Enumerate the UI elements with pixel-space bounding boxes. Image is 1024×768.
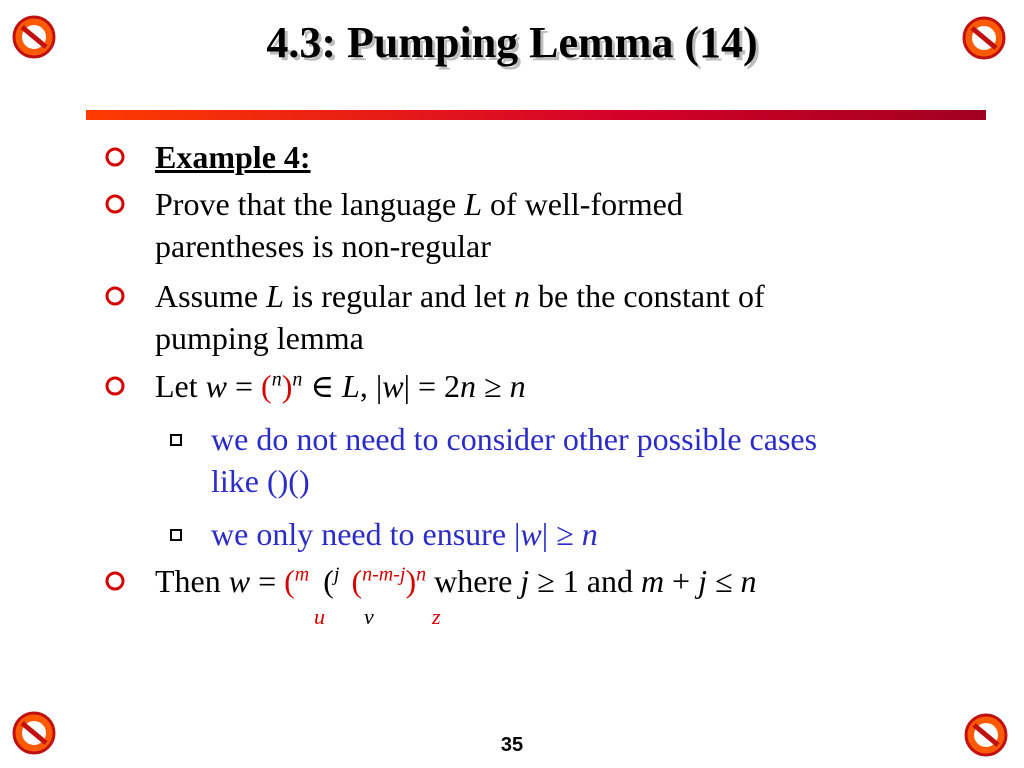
sub-bullet-cases-line1: we do not need to consider other possible cases [211,421,818,457]
example-heading: Example 4: [155,139,311,175]
title-divider [86,110,986,120]
bullet-icon [104,193,126,215]
bullet-icon [104,375,126,397]
bullet-icon [104,570,126,592]
label-v: v [364,604,374,629]
page-number: 35 [500,734,524,756]
bullet-icon [104,285,126,307]
bullet-assume-line1: Assume L is regular and let n be the constant of [155,278,765,314]
sub-bullet-icon [168,432,184,448]
bullet-prove-line2: parentheses is non-regular [155,228,491,264]
bullet-let-w: Let $w = (^n)^n$ ∈ L, |w| = 2n ≥ n [155,368,526,404]
bullet-then-w: Then w = ($^m$ ($^j$ $(^{n-m-j})^n$ where j ≥ 1 and m + j ≤ n [155,563,757,599]
bullet-prove-line1: Prove that the language L of well-formed [155,186,683,222]
sub-bullet-ensure: we only need to ensure |w| ≥ n [211,516,598,552]
label-u: u [314,604,325,629]
bullet-icon [104,146,126,168]
slide-title: 4.3: Pumping Lemma (14) [266,18,758,67]
sub-bullet-icon [168,527,184,543]
bullet-assume-line2: pumping lemma [155,320,364,356]
label-z: z [432,604,441,629]
sub-bullet-cases-line2: like ()() [211,463,310,499]
